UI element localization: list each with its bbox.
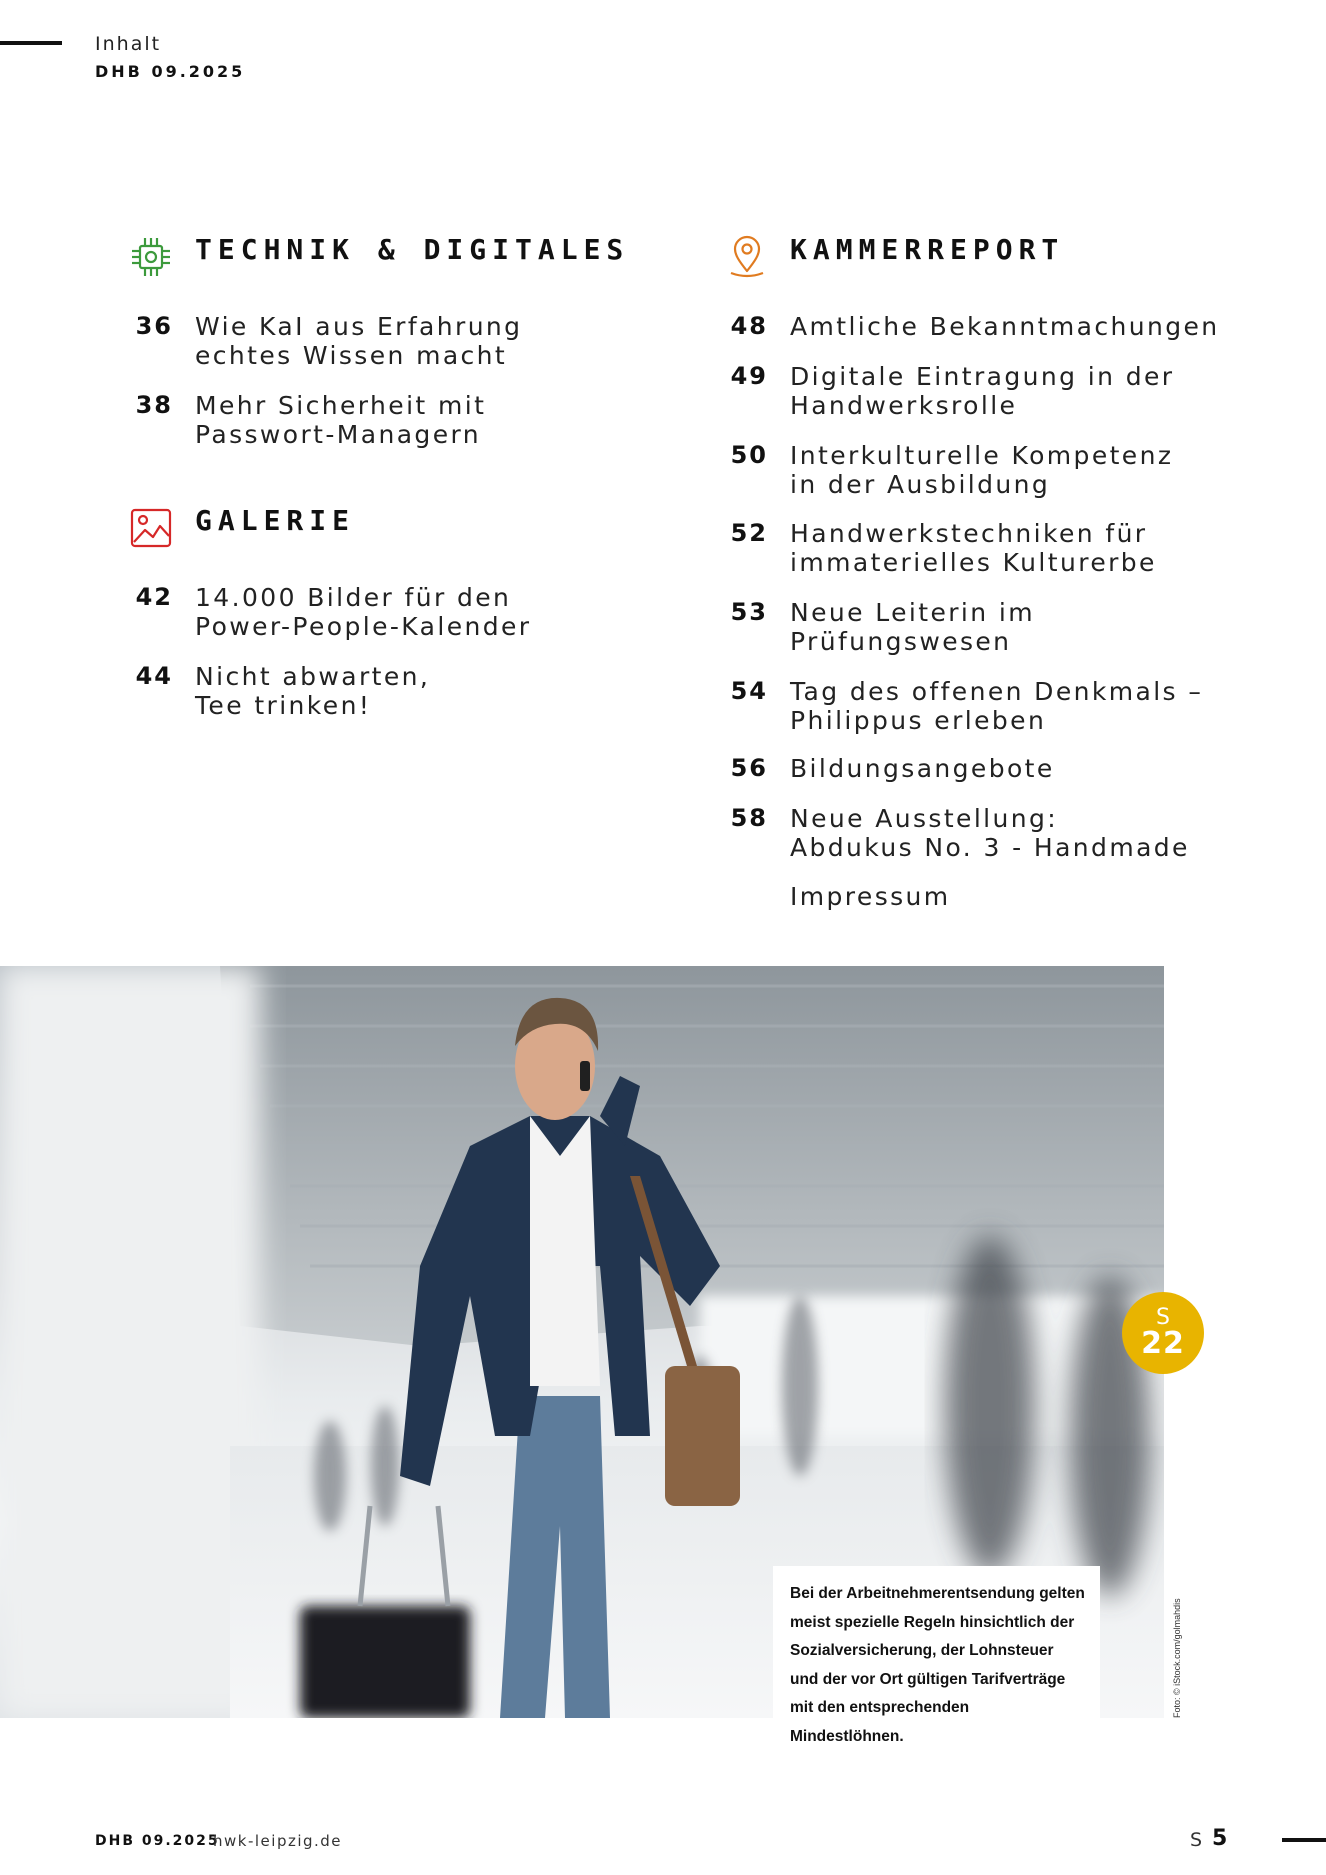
toc-entry-title: Nicht abwarten, Tee trinken! <box>195 662 431 720</box>
toc-entry[interactable] <box>133 583 531 641</box>
toc-entry-title: Mehr Sicherheit mit Passwort-Managern <box>195 391 487 449</box>
toc-entry[interactable] <box>728 882 951 911</box>
issue-label: DHB 09.2025 <box>95 62 246 81</box>
toc-page-number: 54 <box>730 677 768 705</box>
toc-page-number: 42 <box>135 583 173 611</box>
toc-entry-title: Impressum <box>790 882 951 911</box>
toc-entry-title: Tag des offenen Denkmals – Philippus erleben <box>790 677 1204 735</box>
toc-page-number: 50 <box>730 441 768 469</box>
toc-page-number: 56 <box>730 754 768 782</box>
section-title-kammerreport: KAMMERREPORT <box>790 232 1065 266</box>
toc-entry-title: 14.000 Bilder für den Power-People-Kalender <box>195 583 532 641</box>
toc-page-number: 38 <box>135 391 173 419</box>
toc-entry[interactable] <box>728 598 1035 656</box>
location-pin-icon <box>725 235 769 279</box>
chip-icon <box>129 235 173 279</box>
toc-entry[interactable] <box>728 754 1055 783</box>
toc-page-number: 44 <box>135 662 173 690</box>
toc-page-number: 52 <box>730 519 768 547</box>
section-title-technik: TECHNIK & DIGITALES <box>195 232 630 266</box>
badge-prefix: S <box>1156 1305 1170 1330</box>
toc-entry-title: Amtliche Bekanntmachungen <box>790 312 1220 341</box>
badge-page-number: 22 <box>1141 1326 1185 1361</box>
toc-page-number: 48 <box>730 312 768 340</box>
toc-entry[interactable] <box>133 312 522 370</box>
footer-page-prefix: S <box>1190 1829 1204 1851</box>
toc-entry[interactable] <box>133 391 486 449</box>
toc-entry-title: Wie KaI aus Erfahrung echtes Wissen macht <box>195 312 523 370</box>
toc-entry-title: Neue Leiterin im Prüfungswesen <box>790 598 1035 656</box>
toc-entry-title: Bildungsangebote <box>790 754 1055 783</box>
toc-entry-title: Digitale Eintragung in der Handwerksrolle <box>790 362 1175 420</box>
toc-page-number: 53 <box>730 598 768 626</box>
footer-url[interactable]: hwk-leipzig.de <box>213 1832 343 1850</box>
toc-page-number <box>728 882 768 911</box>
page-badge[interactable] <box>1122 1292 1204 1374</box>
toc-page-number: 58 <box>730 804 768 832</box>
toc-entry[interactable] <box>728 312 1220 341</box>
photo-caption: Bei der Arbeitnehmerentsendung gelten meist spezielle Regeln hinsichtlich der Sozialversicherung, der Lohnsteuer und der vor Ort gültigen Tarifverträge mit den entsprechenden Mindestlöhnen. <box>773 1566 1100 1718</box>
photo-credit: Foto: © iStock.com/golmahdis <box>1172 1598 1182 1718</box>
image-icon <box>129 506 173 550</box>
section-title-galerie: GALERIE <box>195 503 356 537</box>
toc-entry-title: Handwerkstechniken für immaterielles Kulturerbe <box>790 519 1157 577</box>
toc-entry-title: Neue Ausstellung: Abdukus No. 3 - Handmade <box>790 804 1190 862</box>
toc-page-number: 49 <box>730 362 768 390</box>
toc-entry-title: Interkulturelle Kompetenz in der Ausbildung <box>790 441 1174 499</box>
toc-page-number: 36 <box>135 312 173 340</box>
toc-entry[interactable] <box>133 662 430 720</box>
footer-issue: DHB 09.2025 <box>95 1833 220 1849</box>
toc-entry[interactable] <box>728 804 1190 862</box>
top-rule <box>0 41 62 45</box>
toc-entry[interactable] <box>728 362 1174 420</box>
toc-entry[interactable] <box>728 519 1157 577</box>
bottom-rule <box>1282 1838 1326 1842</box>
toc-entry[interactable] <box>728 677 1203 735</box>
section-label: Inhalt <box>95 33 162 55</box>
footer-page-number: 5 <box>1212 1826 1228 1851</box>
toc-entry[interactable] <box>728 441 1173 499</box>
